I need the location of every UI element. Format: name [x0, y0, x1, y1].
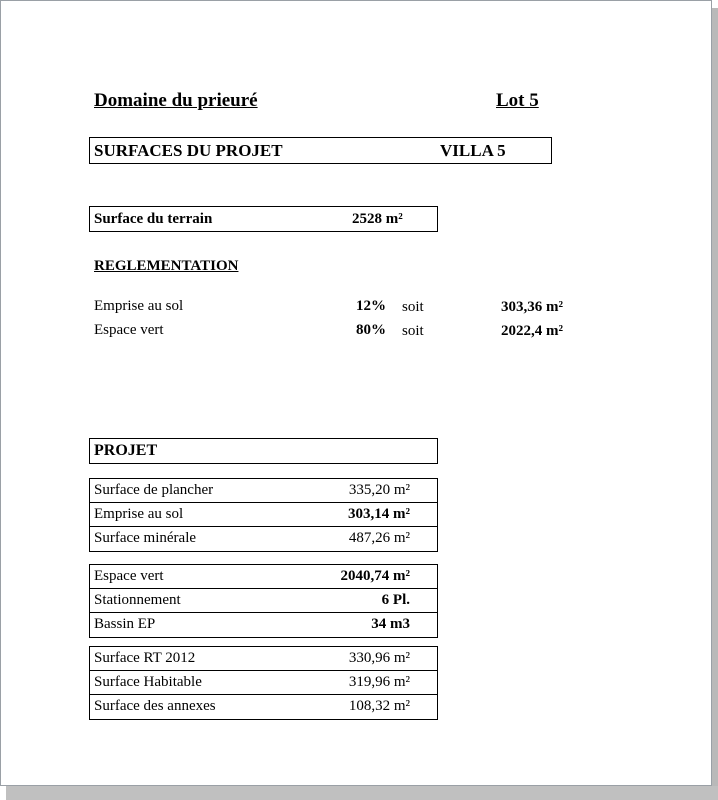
table-row — [90, 589, 437, 613]
projet-table-exterior — [89, 564, 438, 638]
table-row — [90, 647, 437, 671]
reglementation-title: REGLEMENTATION — [94, 258, 239, 274]
row-value: 2040,74 m² — [340, 568, 410, 584]
row-label: Surface minérale — [94, 530, 197, 546]
reg-row-value: 303,36 m² — [501, 299, 563, 315]
project-surfaces-box — [89, 137, 552, 164]
table-row — [90, 527, 437, 551]
project-surfaces-label: SURFACES DU PROJET — [94, 141, 283, 160]
reg-row-value: 2022,4 m² — [501, 323, 563, 339]
terrain-value: 2528 m² — [352, 211, 403, 227]
projet-header-box — [89, 438, 438, 464]
row-value: 487,26 m² — [348, 530, 410, 546]
reg-row-pct: 12% — [356, 298, 386, 314]
row-value: 303,14 m² — [348, 506, 410, 522]
row-label: Surface des annexes — [94, 698, 216, 714]
table-row — [90, 671, 437, 695]
row-value: 108,32 m² — [348, 698, 410, 714]
row-label: Emprise au sol — [94, 506, 184, 522]
row-value: 319,96 m² — [348, 674, 410, 690]
row-value: 6 Pl. — [381, 592, 410, 608]
table-row — [90, 503, 437, 527]
row-label: Surface RT 2012 — [94, 650, 196, 666]
reg-row-soit: soit — [402, 323, 424, 339]
reg-row-soit: soit — [402, 299, 424, 315]
projet-table-rt2012 — [89, 646, 438, 720]
terrain-box — [89, 206, 438, 232]
row-value: 34 m3 — [371, 616, 410, 632]
row-label: Espace vert — [94, 568, 164, 584]
villa-label: VILLA 5 — [440, 141, 506, 160]
page-shadow-bottom — [6, 786, 718, 800]
row-label: Stationnement — [94, 592, 181, 608]
row-label: Bassin EP — [94, 616, 156, 632]
table-row — [90, 565, 437, 589]
projet-table-surfaces — [89, 478, 438, 552]
table-row — [90, 479, 437, 503]
table-row — [90, 613, 437, 637]
page-shadow-right — [712, 8, 718, 800]
projet-title: PROJET — [94, 442, 158, 459]
terrain-label: Surface du terrain — [94, 211, 213, 227]
reg-row-label: Espace vert — [94, 322, 164, 338]
row-value: 330,96 m² — [348, 650, 410, 666]
row-label: Surface de plancher — [94, 482, 214, 498]
table-row — [90, 695, 437, 719]
row-value: 335,20 m² — [348, 482, 410, 498]
reg-row-pct: 80% — [356, 322, 386, 338]
row-label: Surface Habitable — [94, 674, 202, 690]
reg-row-label: Emprise au sol — [94, 298, 184, 314]
domain-title: Domaine du prieuré — [94, 90, 258, 111]
lot-title: Lot 5 — [496, 90, 539, 111]
